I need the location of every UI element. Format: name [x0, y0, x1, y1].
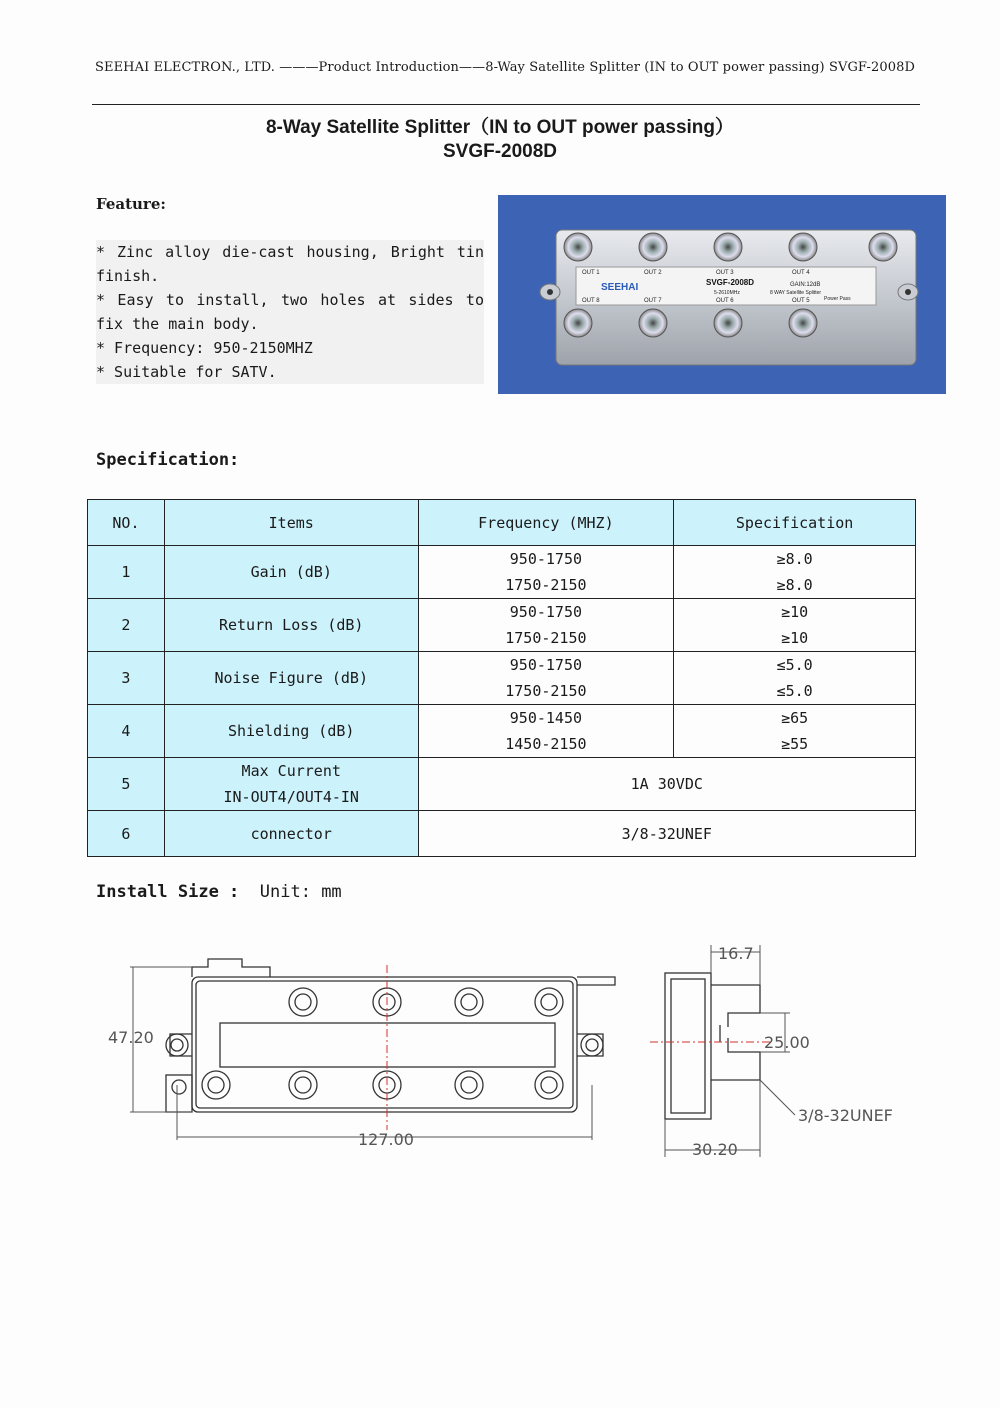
table-header-row — [88, 500, 916, 546]
dim-pitch: 25.00 — [764, 1033, 810, 1052]
photo-port-label: OUT 7 — [644, 298, 662, 304]
product-photo — [498, 195, 946, 394]
model-title: SVGF-2008D — [442, 141, 558, 162]
dim-depth-top: 16.7 — [718, 944, 754, 963]
photo-port-label: OUT 1 — [582, 270, 600, 276]
photo-port-label: OUT 5 — [792, 298, 810, 304]
row-number: 3 — [88, 652, 165, 705]
row-value: 1A 30VDC — [418, 758, 915, 811]
row-value: 3/8-32UNEF — [418, 811, 915, 857]
photo-model: SVGF-2008D — [706, 278, 755, 287]
column-header: Items — [164, 500, 418, 546]
feature-item: * Frequency: 950-2150MHZ — [96, 339, 313, 357]
dim-height: 47.20 — [108, 1028, 154, 1047]
photo-port-label: OUT 6 — [716, 298, 734, 304]
photo-gain: GAIN:12dB — [790, 282, 821, 288]
specification-table — [87, 499, 916, 857]
photo-port-label: OUT 4 — [792, 270, 810, 276]
photo-port-label: OUT 2 — [644, 270, 662, 276]
install-unit: Unit: mm — [259, 882, 342, 902]
row-item: Gain (dB) — [164, 546, 418, 599]
page-header: SEEHAI ELECTRON., LTD. ———Product Introduction——8-Way Satellite Splitter (IN to OUT power passing) SVGF-2008D — [95, 60, 915, 75]
row-item: Return Loss (dB) — [164, 599, 418, 652]
row-frequency: 950-1750 1750-2150 — [418, 546, 674, 599]
row-spec: ≤5.0 ≤5.0 — [674, 652, 916, 705]
row-item: connector — [164, 811, 418, 857]
row-item: Shielding (dB) — [164, 705, 418, 758]
row-frequency: 950-1450 1450-2150 — [418, 705, 674, 758]
specification-heading: Specification: — [96, 450, 240, 470]
feature-item: * Suitable for SATV. — [96, 363, 277, 381]
feature-heading: Feature: — [96, 195, 166, 213]
photo-port-label: OUT 3 — [716, 270, 734, 276]
row-item: Max Current IN-OUT4/OUT4-IN — [164, 758, 418, 811]
row-spec: ≥10 ≥10 — [674, 599, 916, 652]
row-number: 5 — [88, 758, 165, 811]
feature-item: * Easy to install, two holes at sides to fix the main body. — [96, 291, 484, 333]
page-title: 8-Way Satellite Splitter（IN to OUT power passing） — [265, 117, 735, 138]
photo-desc: 8 WAY Satellite Splitter — [770, 290, 822, 296]
table-row — [88, 652, 916, 705]
row-item: Noise Figure (dB) — [164, 652, 418, 705]
photo-port-label: OUT 8 — [582, 298, 600, 304]
row-number: 2 — [88, 599, 165, 652]
row-spec: ≥8.0 ≥8.0 — [674, 546, 916, 599]
row-spec: ≥65 ≥55 — [674, 705, 916, 758]
row-number: 1 — [88, 546, 165, 599]
photo-power: Power Pass — [824, 296, 851, 302]
column-header: Frequency (MHZ) — [418, 500, 674, 546]
table-row — [88, 599, 916, 652]
photo-freq: 5-2610MHz — [714, 290, 740, 296]
row-frequency: 950-1750 1750-2150 — [418, 599, 674, 652]
table-row — [88, 546, 916, 599]
photo-brand: SEEHAI — [601, 282, 639, 293]
column-header: NO. — [88, 500, 165, 546]
dim-length: 127.00 — [358, 1130, 414, 1149]
feature-item: * Zinc alloy die-cast housing, Bright tin finish. — [96, 243, 484, 285]
install-size-heading: Install Size : Unit: mm — [96, 882, 342, 902]
table-row — [88, 811, 916, 857]
row-number: 4 — [88, 705, 165, 758]
install-drawing — [100, 935, 920, 1175]
dim-connector: 3/8-32UNEF — [798, 1106, 893, 1125]
table-row — [88, 758, 916, 811]
header-divider — [92, 104, 920, 105]
row-number: 6 — [88, 811, 165, 857]
feature-list — [96, 240, 484, 384]
dim-depth-bottom: 30.20 — [692, 1140, 738, 1159]
table-row — [88, 705, 916, 758]
row-frequency: 950-1750 1750-2150 — [418, 652, 674, 705]
column-header: Specification — [674, 500, 916, 546]
